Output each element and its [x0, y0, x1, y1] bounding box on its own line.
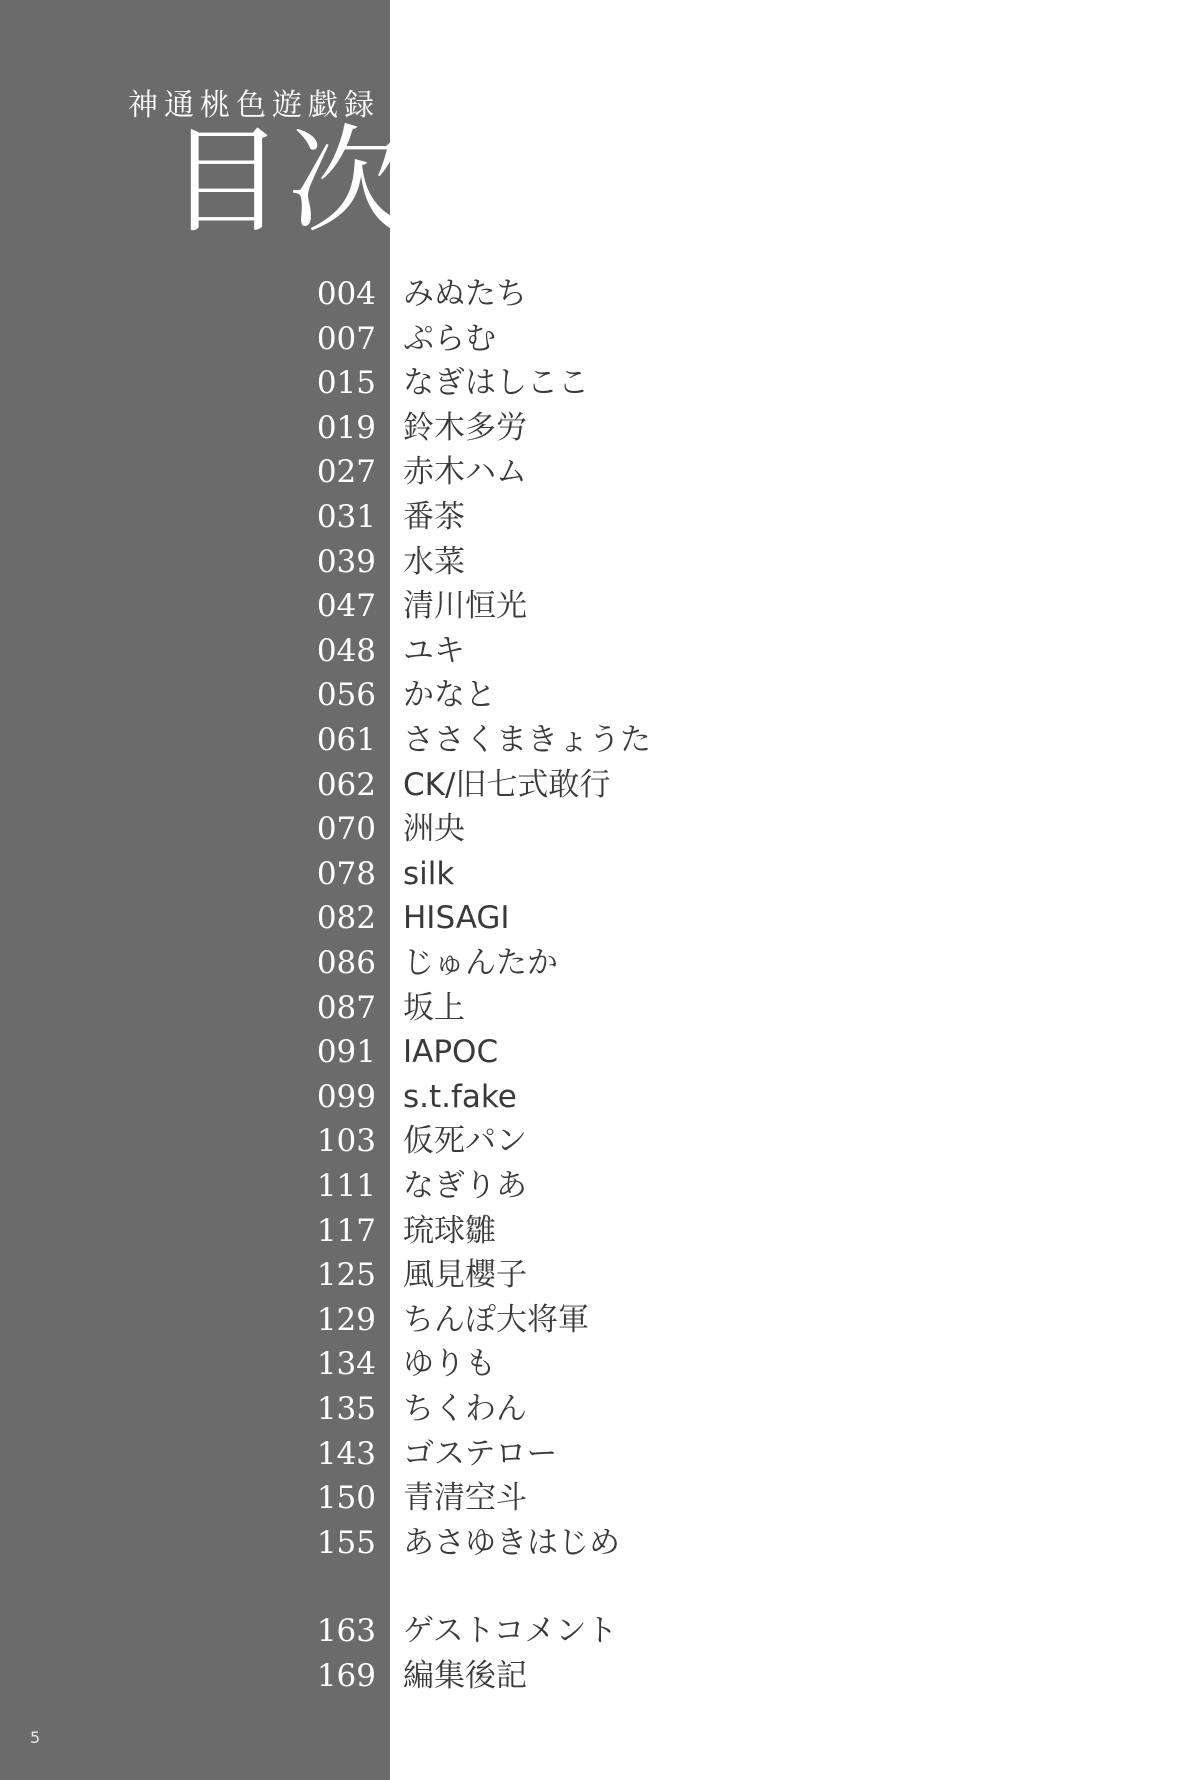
toc-row [0, 272, 1200, 316]
toc-author-name: ぷらむ [403, 320, 496, 357]
toc-author-name: 仮死パン [403, 1123, 527, 1160]
toc-author-name: ささくまきょうた [403, 722, 651, 758]
toc-row [0, 1342, 1200, 1386]
toc-page-number: 047 [316, 588, 376, 625]
toc-author-name: ゆりも [403, 1346, 496, 1383]
toc-row [0, 361, 1200, 405]
toc-row [0, 941, 1200, 985]
toc-row [0, 1387, 1200, 1431]
series-title: 神通桃色遊戯録 [128, 88, 380, 123]
toc-row [0, 1209, 1200, 1253]
toc-author-name: ユキ [403, 632, 465, 669]
toc-author-name: HISAGI [403, 900, 510, 937]
toc-author-name: 鈴木多労 [403, 409, 527, 446]
toc-author-name: なぎはしここ [403, 365, 589, 402]
toc-row [0, 1298, 1200, 1342]
toc-page-number: 004 [316, 276, 376, 312]
toc-heading: 目次 [168, 114, 408, 249]
toc-row [0, 1476, 1200, 1520]
toc-row [0, 495, 1200, 539]
toc-row [0, 986, 1200, 1030]
toc-row [0, 1164, 1200, 1208]
toc-row [0, 1119, 1200, 1163]
toc-row [0, 1253, 1200, 1297]
toc-page-number: 086 [316, 945, 376, 981]
toc-page-number: 111 [316, 1168, 376, 1204]
toc-row [0, 1432, 1200, 1476]
toc-row [0, 629, 1200, 673]
toc-author-name: あさゆきはじめ [403, 1524, 620, 1561]
toc-row [0, 450, 1200, 494]
toc-author-name: 編集後記 [403, 1658, 527, 1694]
toc-author-name: ちくわん [403, 1391, 527, 1427]
toc-row [0, 1609, 1200, 1653]
toc-author-name: silk [403, 855, 455, 892]
toc-page-number: 031 [316, 499, 376, 535]
toc-author-name: 洲央 [403, 811, 465, 848]
toc-page-number: 056 [316, 677, 376, 714]
toc-page-number: 134 [316, 1346, 376, 1383]
toc-page-number: 143 [316, 1435, 376, 1472]
toc-author-name: みぬたち [403, 276, 527, 312]
toc-row [0, 406, 1200, 450]
toc-author-name: 水菜 [403, 543, 465, 580]
toc-page-number: 062 [316, 766, 376, 803]
toc-page-number: 007 [316, 320, 376, 357]
toc-page-number: 061 [316, 722, 376, 758]
toc-row [0, 1654, 1200, 1698]
toc-author-name: ゲストコメント [403, 1613, 618, 1650]
toc-page-number: 099 [316, 1078, 376, 1115]
toc-page-number: 091 [316, 1034, 376, 1071]
toc-page-number: 087 [316, 989, 376, 1026]
toc-page-number: 125 [316, 1257, 376, 1294]
toc-author-name: 番茶 [403, 499, 465, 535]
toc-author-name: 琉球雛 [403, 1212, 496, 1249]
toc-page-number: 048 [316, 632, 376, 669]
toc-author-name: ちんぽ大将軍 [403, 1301, 589, 1338]
toc-page-number: 117 [316, 1212, 376, 1249]
toc-row [0, 896, 1200, 940]
toc-author-name: ゴステロー [403, 1435, 558, 1472]
toc-author-name: じゅんたか [403, 945, 558, 981]
toc-page-number: 039 [316, 543, 376, 580]
toc-page-number: 169 [316, 1658, 376, 1694]
toc-author-name: 青清空斗 [403, 1480, 527, 1517]
toc-page-number: 150 [316, 1480, 376, 1517]
toc-page-number: 019 [316, 409, 376, 446]
toc-page-number: 103 [316, 1123, 376, 1160]
toc-row [0, 763, 1200, 807]
toc-author-name: なぎりあ [403, 1168, 527, 1204]
toc-page-number: 163 [316, 1613, 376, 1650]
toc-author-name: s.t.fake [403, 1078, 517, 1115]
toc-row [0, 807, 1200, 851]
toc-row [0, 540, 1200, 584]
toc-row [0, 1030, 1200, 1074]
toc-page-number: 027 [316, 454, 376, 491]
toc-author-name: 風見櫻子 [403, 1257, 527, 1294]
toc-row [0, 673, 1200, 717]
toc-author-name: かなと [403, 677, 496, 714]
toc-row [0, 1521, 1200, 1565]
toc-page-number: 070 [316, 811, 376, 848]
toc-author-name: 清川恒光 [403, 588, 527, 625]
toc-page-number: 078 [316, 855, 376, 892]
toc-author-name: 坂上 [403, 989, 465, 1026]
toc-author-name: 赤木ハム [403, 454, 527, 491]
toc-page-number: 129 [316, 1301, 376, 1338]
toc-author-name: CK/旧七式敢行 [403, 766, 611, 803]
toc-author-name: IAPOC [403, 1034, 499, 1071]
toc-row [0, 852, 1200, 896]
toc-page-number: 135 [316, 1391, 376, 1427]
toc-page-number: 082 [316, 900, 376, 937]
toc-page-number: 155 [316, 1524, 376, 1561]
page-number: 5 [30, 1728, 41, 1747]
toc-page-number: 015 [316, 365, 376, 402]
toc-row [0, 718, 1200, 762]
toc-row [0, 584, 1200, 628]
toc-row [0, 317, 1200, 361]
toc-row [0, 1075, 1200, 1119]
